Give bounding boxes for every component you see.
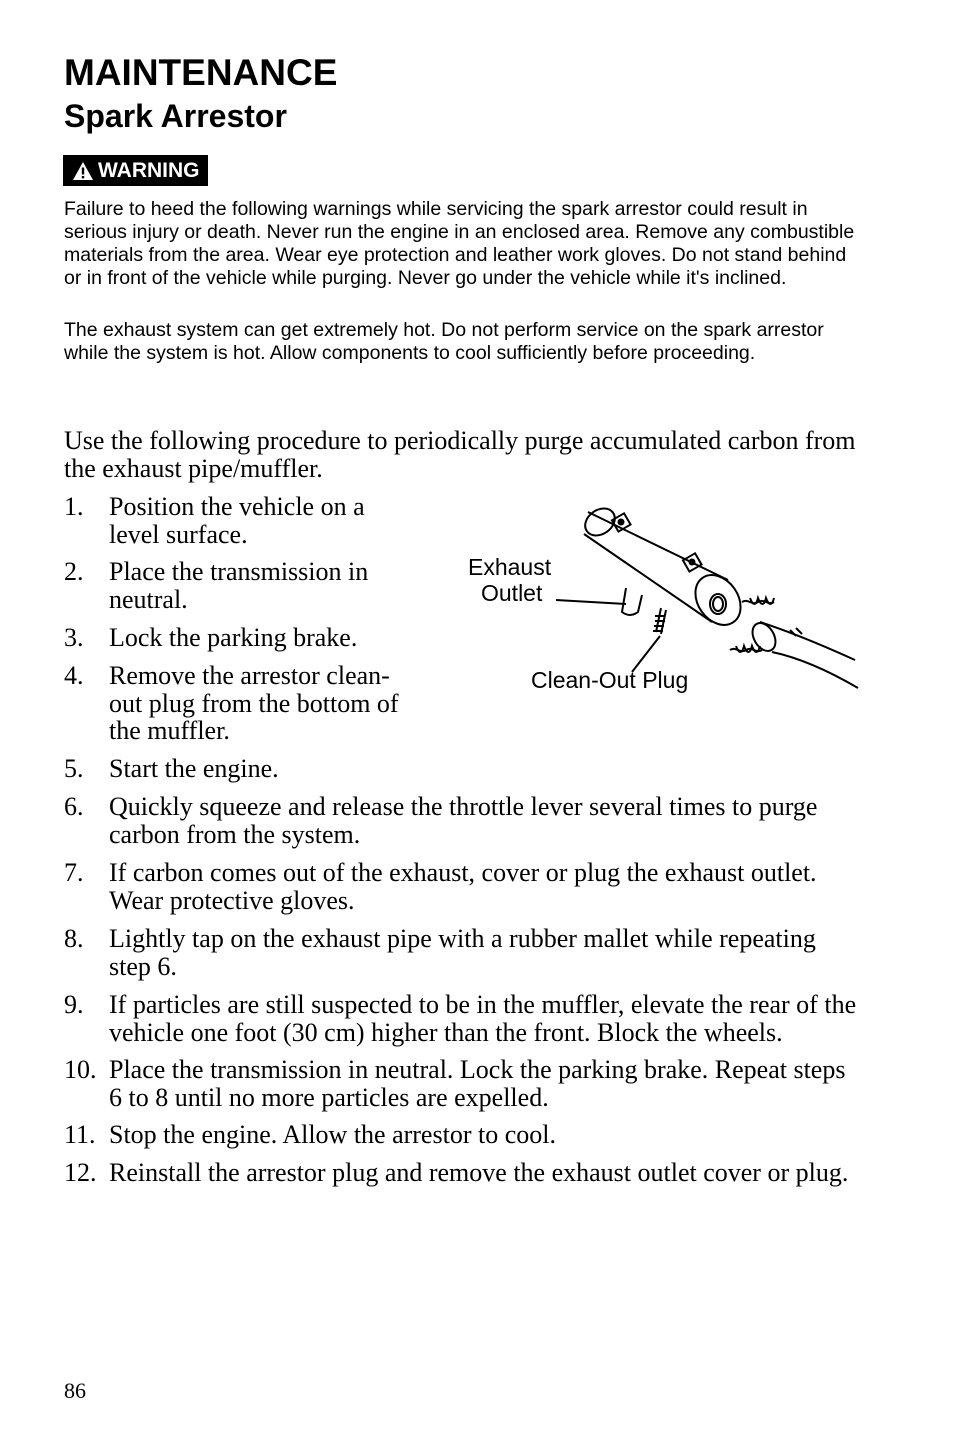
- figure-label-exhaust-line2: Outlet: [481, 580, 543, 606]
- section-title: MAINTENANCE: [64, 52, 338, 93]
- step-number: 12.: [64, 1158, 97, 1187]
- step-number: 4.: [64, 661, 84, 690]
- page-number: 86: [64, 1378, 86, 1403]
- step-number: 3.: [64, 623, 84, 652]
- intro-paragraph: Use the following procedure to periodically purge accumulated carbon from the exhaust pipe/muffler.: [64, 426, 856, 483]
- warning-badge: [63, 155, 208, 186]
- step-text: If carbon comes out of the exhaust, cover or plug the exhaust outlet. Wear protective gloves.: [109, 858, 817, 915]
- step-text: Reinstall the arrestor plug and remove the exhaust outlet cover or plug.: [109, 1158, 849, 1187]
- step-text: Place the transmission in neutral.: [109, 557, 369, 614]
- step-number: 10.: [64, 1055, 97, 1084]
- step-text: Remove the arrestor clean-out plug from the bottom of the muffler.: [109, 661, 399, 745]
- step-number: 2.: [64, 557, 84, 586]
- subsection-title: Spark Arrestor: [64, 98, 287, 134]
- warning-label: WARNING: [98, 158, 200, 182]
- step-number: 9.: [64, 990, 84, 1019]
- warning-paragraph-2: The exhaust system can get extremely hot. Do not perform service on the spark arrestor while the system is hot. Allow components to cool sufficiently before proceeding.: [64, 319, 824, 364]
- step-text: If particles are still suspected to be in the muffler, elevate the rear of the vehicle one foot (30 cm) higher than the front. Block the wheels.: [109, 990, 857, 1047]
- figure-label-exhaust-line1: Exhaust: [468, 554, 552, 580]
- step-number: 6.: [64, 792, 84, 821]
- warning-triangle-icon: [72, 161, 94, 181]
- step-number: 1.: [64, 492, 84, 521]
- spark-arrestor-diagram: [460, 500, 870, 710]
- warning-paragraph-1: Failure to heed the following warnings while servicing the spark arrestor could result in serious injury or death. Never run the engine in an enclosed area. Remove any combustible materials from the area. Wear eye protection and leather work gloves. Do not stand behind or in front of the vehicle while purging. Never go under the vehicle while it's inclined.: [64, 198, 855, 289]
- step-text: Quickly squeeze and release the throttle lever several times to purge carbon from the system.: [109, 792, 818, 849]
- step-text: Stop the engine. Allow the arrestor to cool.: [109, 1120, 556, 1149]
- step-text: Lightly tap on the exhaust pipe with a rubber mallet while repeating step 6.: [109, 924, 816, 981]
- step-number: 5.: [64, 754, 84, 783]
- step-number: 7.: [64, 858, 84, 887]
- step-text: Position the vehicle on a level surface.: [109, 492, 365, 549]
- figure-label-cleanout-plug: Clean-Out Plug: [531, 667, 689, 693]
- step-text: Start the engine.: [109, 754, 279, 783]
- step-number: 11.: [64, 1120, 96, 1149]
- step-text: Place the transmission in neutral. Lock the parking brake. Repeat steps 6 to 8 until no more particles are expelled.: [109, 1055, 846, 1112]
- step-text: Lock the parking brake.: [109, 623, 358, 652]
- step-number: 8.: [64, 924, 84, 953]
